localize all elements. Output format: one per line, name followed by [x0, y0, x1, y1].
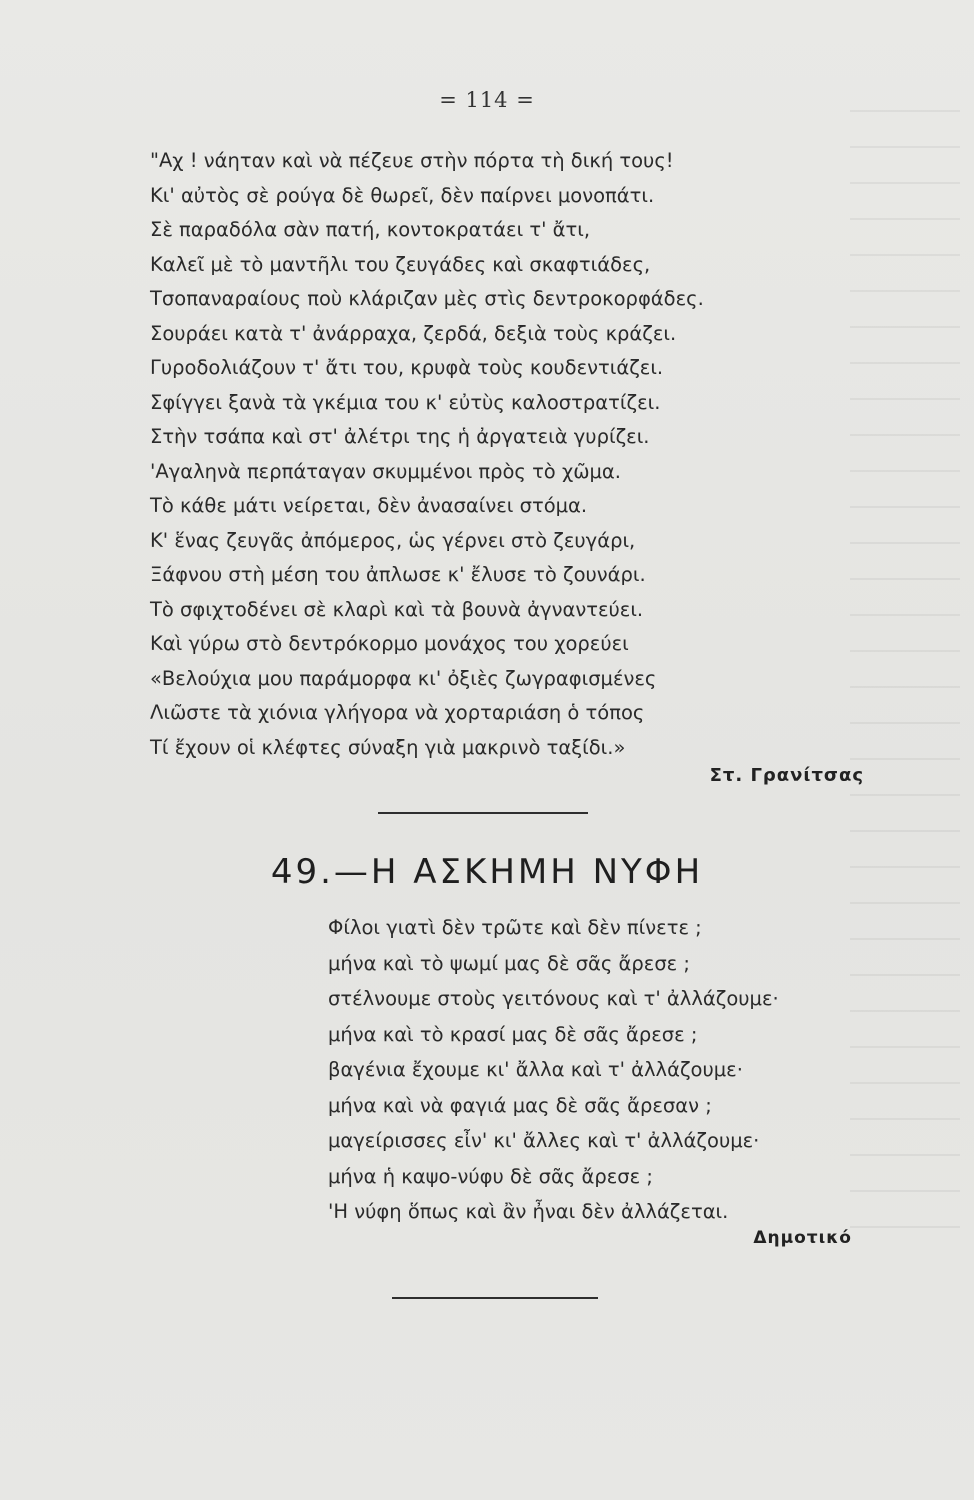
poem-line: Λιῶστε τὰ χιόνια γλήγορα νὰ χορταριάση ὁ τόπος — [150, 701, 645, 724]
poem-author: Στ. Γρανίτσας — [709, 765, 864, 786]
poem-line: Τί ἔχουν οἱ κλέφτες σύναξη γιὰ μακρινὸ ταξίδι.» — [150, 735, 626, 759]
poem-line: Ξάφνου στὴ μέση του ἀπλωσε κ' ἔλυσε τὸ ζουνάρι. — [150, 563, 646, 586]
section-divider — [378, 812, 588, 814]
page-number: = 114 = — [439, 88, 535, 112]
poem-line: μαγείρισσες εἶν' κι' ἄλλες καὶ τ' ἀλλάζουμε· — [328, 1129, 760, 1152]
poem-line: Κ' ἕνας ζευγᾶς ἀπόμερος, ὡς γέρνει στὸ ζευγάρι, — [150, 528, 636, 552]
poem-line: Γυροδολιάζουν τ' ἄτι του, κρυφὰ τοὺς κουδεντιάζει. — [150, 356, 664, 379]
poem-line: Στὴν τσάπα καὶ στ' ἀλέτρι της ἡ ἀργατειὰ γυρίζει. — [150, 425, 650, 448]
poem-line: Φίλοι γιατὶ δὲν τρῶτε καὶ δὲν πίνετε ; — [328, 916, 702, 939]
poem-line: 'Η νύφη ὅπως καὶ ἂν ἦναι δὲν ἀλλάζεται. — [328, 1200, 729, 1223]
poem-line: 'Αγαληνὰ περπάταγαν σκυμμένοι πρὸς τὸ χῶμα. — [150, 459, 621, 483]
poem-line: Σουράει κατὰ τ' ἀνάρραχα, ζερδά, δεξιὰ τοὺς κράζει. — [150, 321, 677, 345]
poem-line: "Αχ ! νάηταν καὶ νὰ πέζευε στὴν πόρτα τὴ δική τους! — [150, 149, 674, 172]
poem-second — [328, 910, 779, 1230]
poem-line: Σὲ παραδόλα σὰν πατή, κοντοκρατάει τ' ἄτι, — [150, 218, 591, 241]
poem-line: βαγένια ἔχουμε κι' ἄλλα καὶ τ' ἀλλάζουμε· — [328, 1058, 743, 1081]
poem-line: μήνα ἡ καψο-νύφυ δὲ σᾶς ἄρεσε ; — [328, 1164, 653, 1188]
poem-line: μήνα καὶ τὸ ψωμί μας δὲ σᾶς ἄρεσε ; — [328, 951, 690, 975]
poem-line: Καλεῖ μὲ τὸ μαντῆλι του ζευγάδες καὶ σκαφτιάδες, — [150, 252, 651, 276]
poem-line: Τὸ κάθε μάτι νείρεται, δὲν ἀνασαίνει στόμα. — [150, 494, 588, 517]
poem-line: Σφίγγει ξανὰ τὰ γκέμια του κ' εὐτὺς καλοστρατίζει. — [150, 390, 661, 414]
poem-line: Τσοπαναραίους ποὺ κλάριζαν μὲς στὶς δεντροκορφάδες. — [150, 287, 704, 310]
poem-source: Δημοτικό — [753, 1228, 852, 1248]
poem-line: Καὶ γύρω στὸ δεντρόκορμο μονάχος του χορεύει — [150, 632, 629, 655]
poem-line: Τὸ σφιχτοδένει σὲ κλαρὶ καὶ τὰ βουνὰ ἀγναντεύει. — [150, 597, 644, 621]
poem-line: «Βελούχια μου παράμορφα κι' ὀξιὲς ζωγραφισμένες — [150, 666, 657, 690]
show-through-text — [850, 110, 960, 1260]
poem-line: μήνα καὶ τὸ κρασί μας δὲ σᾶς ἄρεσε ; — [328, 1022, 698, 1046]
poem-line: μήνα καὶ νὰ φαγιά μας δὲ σᾶς ἄρεσαν ; — [328, 1093, 712, 1117]
section-divider — [392, 1297, 598, 1299]
poem-first — [150, 144, 704, 765]
poem-line: Κι' αὐτὸς σὲ ρούγα δὲ θωρεῖ, δὲν παίρνει μονοπάτι. — [150, 183, 655, 207]
poem-title: 49.—Η ΑΣΚΗΜΗ ΝΥΦΗ — [270, 852, 704, 892]
poem-line: στέλνουμε στοὺς γειτόνους καὶ τ' ἀλλάζουμε· — [328, 987, 779, 1010]
